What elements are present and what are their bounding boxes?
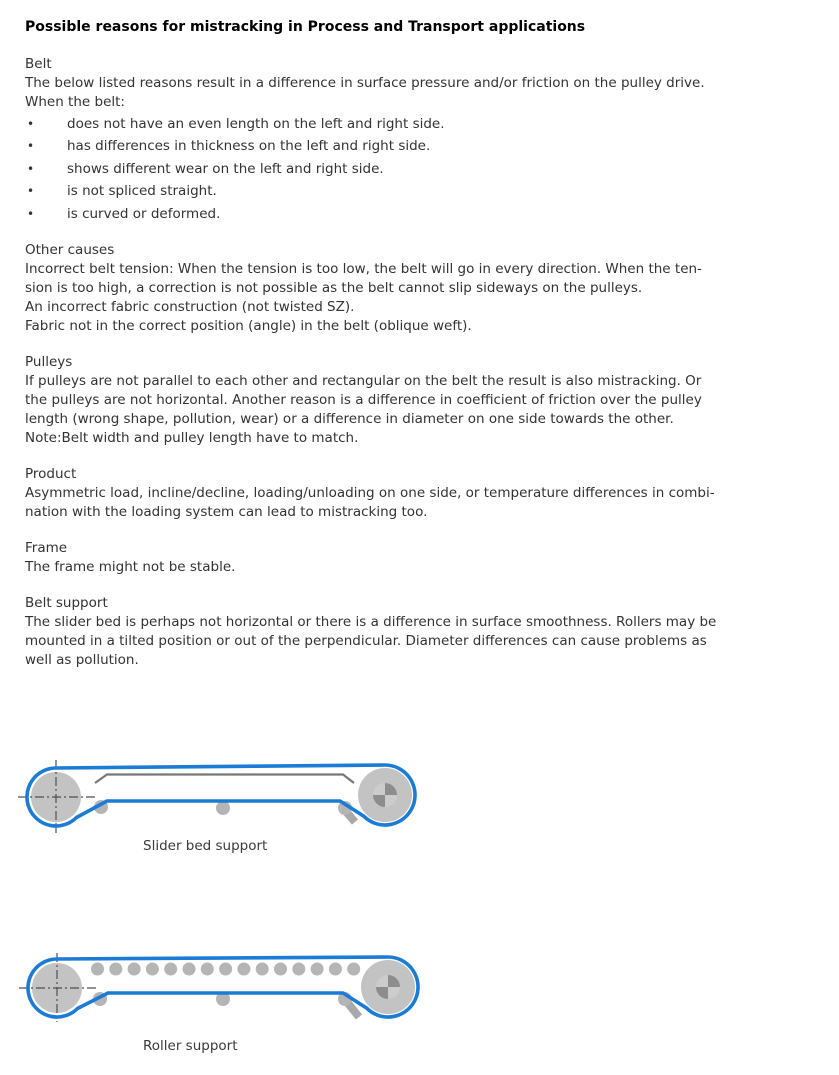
support-roller: [109, 963, 122, 976]
section-belt: [25, 55, 815, 224]
paragraph-line: the pulleys are not horizontal. Another reason is a difference in coefficient of friction over the pulley: [25, 391, 702, 408]
paragraph-line: Fabric not in the correct position (angle) in the belt (oblique weft).: [25, 317, 472, 334]
paragraph-line: When the belt:: [25, 94, 125, 110]
section-belt-support: [25, 594, 815, 670]
bullet-icon: •: [27, 117, 35, 131]
section-heading: Belt support: [25, 594, 108, 611]
support-roller: [183, 963, 196, 976]
paragraph-line: Incorrect belt tension: When the tension is too low, the belt will go in every direction. When the ten-: [25, 260, 702, 277]
bullet-icon: •: [27, 139, 35, 154]
support-roller: [146, 963, 159, 976]
section-heading: Pulleys: [25, 353, 73, 370]
bullet-text: is curved or deformed.: [67, 205, 221, 222]
center-crosshair: [18, 760, 96, 833]
support-roller: [91, 963, 104, 976]
page-title: Possible reasons for mistracking in Process and Transport applications: [25, 19, 586, 35]
return-roller: [216, 801, 230, 815]
bullet-text: is not spliced straight.: [67, 183, 217, 200]
document-body: [25, 19, 815, 670]
bullet-text: does not have an even length on the left and right side.: [67, 116, 445, 132]
paragraph-line: If pulleys are not parallel to each other and rectangular on the belt the result is also mistracking. Or: [25, 372, 702, 389]
paragraph-line: length (wrong shape, pollution, wear) or a difference in diameter on one side towards the other.: [25, 410, 674, 427]
bullet-text: shows different wear on the left and right side.: [67, 160, 384, 177]
support-roller: [237, 963, 250, 976]
roller-conveyor-diagram: [14, 948, 428, 1028]
section-frame: [25, 539, 815, 577]
slider-bed-conveyor-diagram: [14, 750, 426, 842]
paragraph-line: The frame might not be stable.: [25, 558, 236, 575]
section-other-causes: [25, 241, 815, 336]
bullet-text: has differences in thickness on the left and right side.: [67, 138, 431, 155]
paragraph-line: Note:Belt width and pulley length have to match.: [25, 429, 359, 446]
bullet-icon: •: [27, 161, 35, 176]
support-roller: [329, 963, 342, 976]
list-item: [25, 182, 815, 201]
paragraph-line: well as pollution.: [25, 651, 139, 668]
support-roller: [164, 963, 177, 976]
paragraph-line: nation with the loading system can lead to mistracking too.: [25, 503, 428, 520]
section-pulleys: [25, 353, 815, 448]
section-heading: Product: [25, 465, 77, 482]
slider-bed: [95, 775, 354, 784]
support-roller: [219, 963, 232, 976]
paragraph-line: mounted in a tilted position or out of the perpendicular. Diameter differences can cause problems as: [25, 632, 707, 649]
section-heading: Frame: [25, 539, 68, 556]
figure-caption: Slider bed support: [143, 838, 268, 854]
figure-caption: Roller support: [143, 1038, 238, 1054]
paragraph-line: An incorrect fabric construction (not twisted SZ).: [25, 298, 355, 315]
belt-bullet-list: [25, 115, 815, 224]
bullet-icon: •: [27, 184, 35, 199]
section-heading: Belt: [25, 56, 52, 72]
support-roller: [201, 963, 214, 976]
list-item: [25, 160, 815, 179]
support-roller: [256, 963, 269, 976]
list-item: [25, 137, 815, 156]
list-item: [25, 205, 815, 224]
section-heading: Other causes: [25, 241, 115, 258]
support-roller: [274, 963, 287, 976]
section-product: [25, 465, 815, 522]
paragraph-line: The below listed reasons result in a difference in surface pressure and/or friction on the pulley drive.: [25, 75, 705, 91]
paragraph-line: sion is too high, a correction is not possible as the belt cannot slip sideways on the pulleys.: [25, 279, 643, 296]
support-roller: [347, 963, 360, 976]
support-roller: [128, 963, 141, 976]
support-roller: [311, 963, 324, 976]
paragraph-line: Asymmetric load, incline/decline, loading/unloading on one side, or temperature differences in combi-: [25, 484, 715, 501]
support-roller: [292, 963, 305, 976]
list-item: [25, 115, 815, 134]
paragraph-line: The slider bed is perhaps not horizontal or there is a difference in surface smoothness. Rollers may be: [25, 613, 717, 630]
support-roller-row: [91, 963, 360, 976]
bullet-icon: •: [27, 206, 35, 221]
